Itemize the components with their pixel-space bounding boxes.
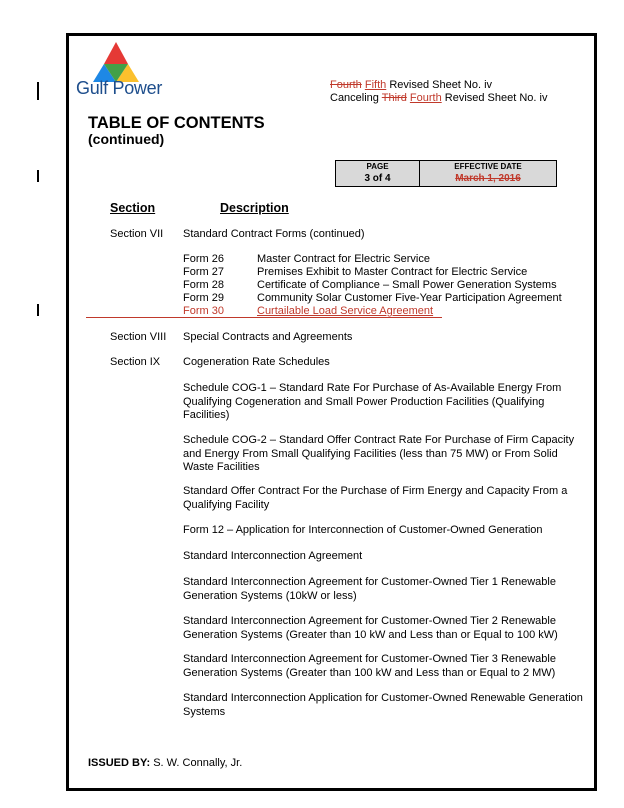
form-description: Community Solar Customer Five-Year Participation Agreement bbox=[257, 292, 562, 304]
form-description: Master Contract for Electric Service bbox=[257, 253, 430, 265]
deleted-text: Third bbox=[381, 92, 407, 104]
issued-by bbox=[88, 757, 242, 769]
inserted-text: Fifth bbox=[364, 79, 387, 91]
page-info-table bbox=[335, 160, 557, 187]
form-number-inserted: Form 30 bbox=[183, 305, 224, 317]
section-label: Section IX bbox=[110, 356, 161, 368]
form-number: Form 27 bbox=[183, 266, 224, 278]
section-title: Cogeneration Rate Schedules bbox=[183, 356, 330, 368]
page-title: TABLE OF CONTENTS bbox=[88, 114, 265, 132]
sheet-line-1 bbox=[330, 79, 547, 92]
schedule-item: Standard Interconnection Agreement for Customer-Owned Tier 3 Renewable Generation Systems (Greater than 100 kW and Less than or Equal to 2 MW) bbox=[183, 653, 556, 679]
page-subtitle: (continued) bbox=[88, 131, 165, 147]
page-cell bbox=[336, 161, 420, 186]
revision-bar bbox=[37, 304, 39, 316]
page-label: PAGE bbox=[366, 162, 389, 171]
sheet-text: Revised Sheet No. iv bbox=[441, 92, 548, 104]
section-title: Standard Contract Forms (continued) bbox=[183, 228, 365, 240]
issued-by-label: ISSUED BY: bbox=[88, 757, 151, 769]
section-title: Special Contracts and Agreements bbox=[183, 331, 353, 343]
form-number: Form 26 bbox=[183, 253, 224, 265]
section-label: Section VII bbox=[110, 228, 164, 240]
sheet-revision bbox=[330, 79, 547, 105]
issued-by-name: S. W. Connally, Jr. bbox=[153, 757, 243, 769]
company-name: Gulf Power bbox=[76, 78, 163, 98]
form-number: Form 29 bbox=[183, 292, 224, 304]
form-description-inserted: Curtailable Load Service Agreement bbox=[257, 305, 434, 317]
schedule-item: Schedule COG-2 – Standard Offer Contract Rate For Purchase of Firm Capacity and Energy From Small Qualifying Facilities (less than 75 MW) or From Solid Waste Facilities bbox=[183, 434, 575, 473]
effective-date-value: March 1, 2016 bbox=[455, 173, 521, 184]
schedule-item: Schedule COG-1 – Standard Rate For Purchase of As-Available Energy From Qualifying Cogeneration and Small Power Production Facilities (Qualifying Facilities) bbox=[183, 382, 562, 421]
sheet-text: Revised Sheet No. iv bbox=[386, 79, 493, 91]
sheet-line-2 bbox=[330, 92, 547, 105]
page-value: 3 of 4 bbox=[364, 173, 391, 184]
form-description: Premises Exhibit to Master Contract for Electric Service bbox=[257, 266, 528, 278]
schedule-item: Standard Interconnection Application for Customer-Owned Renewable Generation Systems bbox=[183, 692, 583, 718]
sheet-text: Canceling bbox=[330, 92, 382, 104]
schedule-item: Form 12 – Application for Interconnection of Customer-Owned Generation bbox=[183, 524, 543, 536]
schedule-item: Standard Interconnection Agreement bbox=[183, 550, 363, 562]
revision-bar bbox=[37, 170, 39, 182]
revision-bar bbox=[37, 82, 39, 100]
form-number: Form 28 bbox=[183, 279, 224, 291]
schedule-item: Standard Interconnection Agreement for Customer-Owned Tier 2 Renewable Generation Systems (Greater than 10 kW and Less than or Equal to 100 kW) bbox=[183, 615, 558, 641]
effective-date-cell bbox=[420, 161, 556, 186]
inserted-text: Fourth bbox=[409, 92, 442, 104]
form-description: Certificate of Compliance – Small Power Generation Systems bbox=[257, 279, 557, 291]
effective-date-label: EFFECTIVE DATE bbox=[454, 162, 522, 171]
description-column-heading: Description bbox=[220, 201, 289, 215]
section-column-heading: Section bbox=[110, 201, 156, 215]
deleted-text: Fourth bbox=[330, 79, 362, 91]
insertion-underline bbox=[86, 317, 442, 318]
section-label: Section VIII bbox=[110, 331, 167, 343]
schedule-item: Standard Interconnection Agreement for Customer-Owned Tier 1 Renewable Generation Systems (10kW or less) bbox=[183, 576, 556, 602]
schedule-item: Standard Offer Contract For the Purchase of Firm Energy and Capacity From a Qualifying Facility bbox=[183, 485, 568, 511]
